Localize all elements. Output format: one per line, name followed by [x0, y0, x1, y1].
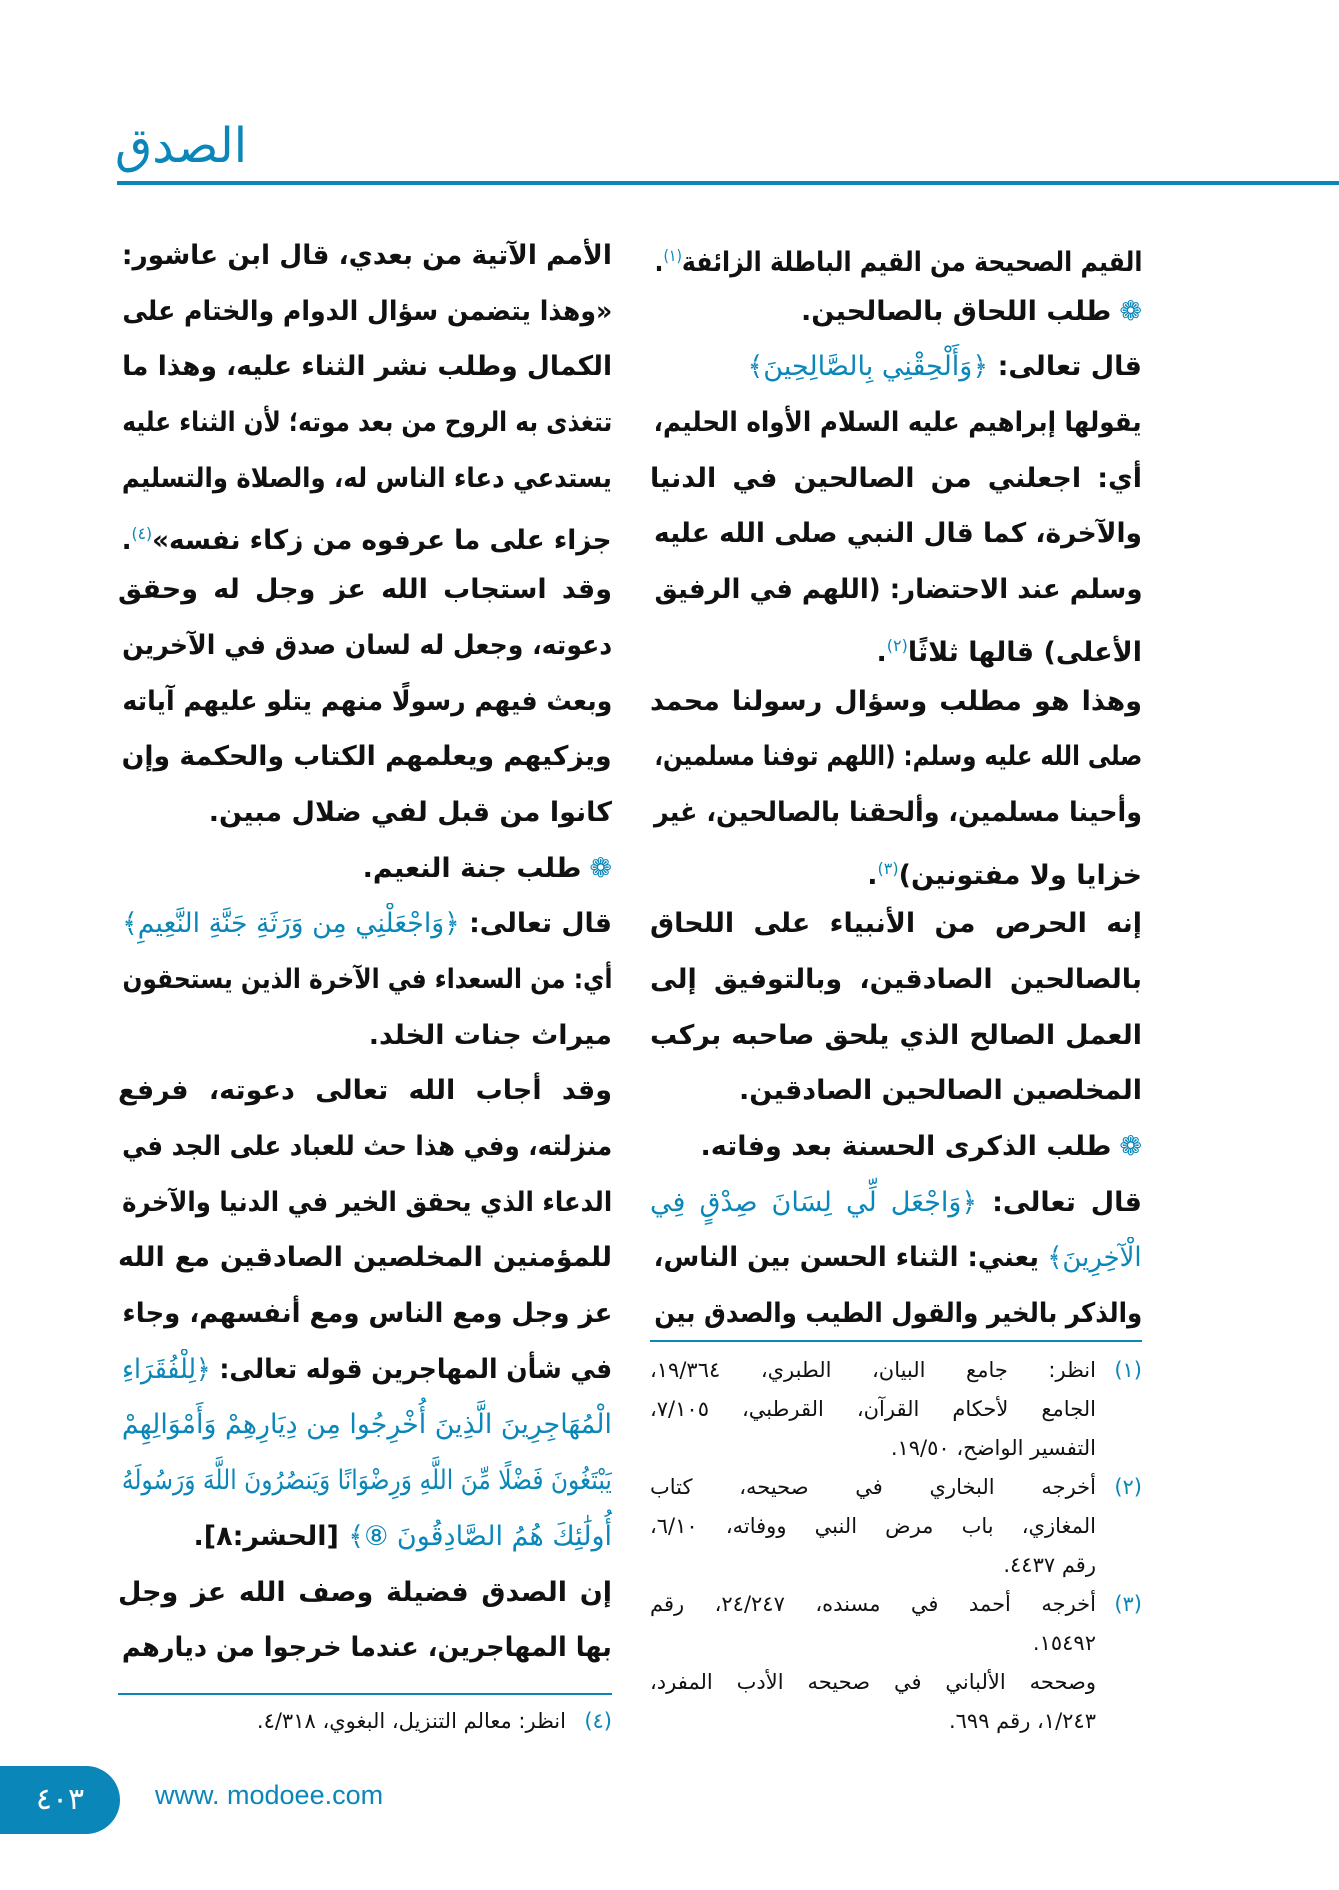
text-line: [118, 1620, 612, 1676]
text-segment: خزايا ولا مفتونين): [898, 859, 1142, 891]
text-line: [650, 674, 1142, 730]
footnote-text: المغازي، باب مرض النبي ووفاته، ٦/١٠،: [650, 1514, 1096, 1538]
footnote-divider-right: [650, 1340, 1142, 1342]
line-content: [122, 228, 612, 284]
line-content: [654, 506, 1142, 562]
right-column: [650, 228, 1142, 1342]
text-line: [650, 506, 1142, 562]
footnote-line: [650, 1702, 1142, 1741]
text-segment: للمؤمنين المخلصين الصادقين مع الله: [118, 1242, 612, 1274]
footnote-line: [650, 1546, 1142, 1585]
text-segment: والآخرة، كما قال النبي صلى الله عليه: [654, 518, 1142, 550]
text-line: [118, 618, 612, 674]
text-segment: العمل الصالح الذي يلحق صاحبه بركب: [650, 1019, 1142, 1051]
text-line: [118, 1509, 612, 1565]
text-segment: وقد استجاب الله عز وجل له وحقق: [118, 574, 612, 606]
footnote-text: ١/٢٤٣، رقم ٦٩٩.: [948, 1709, 1096, 1733]
text-segment: .: [876, 636, 887, 668]
quran-verse: ﴿لِلْفُقَرَاءِ: [122, 1353, 211, 1385]
footnote-text: انظر: معالم التنزيل، البغوي، ٤/٣١٨.: [256, 1709, 566, 1733]
footnote-number: (٢): [1114, 1475, 1142, 1499]
text-segment: الكمال وطلب نشر الثناء عليه، وهذا ما: [122, 351, 612, 383]
text-line: [118, 1230, 612, 1286]
text-segment: .: [867, 859, 878, 891]
text-segment: قال تعالى:: [459, 908, 612, 940]
line-content: [122, 1175, 612, 1231]
page-number: ٤٠٣: [0, 1766, 120, 1834]
line-content: [122, 618, 612, 674]
text-segment: أي: من السعداء في الآخرة الذين يستحقون: [122, 963, 612, 995]
line-content: [122, 1620, 612, 1676]
text-line: [650, 1286, 1142, 1342]
footnote-ref[interactable]: (٢): [886, 635, 908, 655]
text-line: [118, 1175, 612, 1231]
line-content: [122, 952, 612, 1008]
text-line: [650, 618, 1142, 674]
text-segment: وسلم عند الاحتضار: (اللهم في الرفيق: [654, 574, 1142, 606]
footnote-text: انظر: جامع البيان، الطبري، ١٩/٣٦٤،: [650, 1358, 1096, 1382]
text-segment: الأمم الآتية من بعدي، قال ابن عاشور:: [122, 240, 612, 271]
text-line: [118, 1119, 612, 1175]
footnotes-right: [650, 1351, 1142, 1741]
footnote-ref[interactable]: (١): [662, 246, 682, 265]
line-content: [654, 562, 1142, 618]
line-content: [654, 1230, 1142, 1286]
text-line: [118, 1565, 612, 1621]
footnote-line: [650, 1390, 1142, 1429]
line-content: [654, 785, 1142, 841]
footnote-text: رقم ٤٤٣٧.: [1003, 1553, 1096, 1577]
footnote-text: الجامع لأحكام القرآن، القرطبي، ٧/١٠٥،: [650, 1397, 1096, 1421]
footnote-ref[interactable]: (٣): [877, 858, 899, 878]
quran-verse: الْمُهَاجِرِينَ الَّذِينَ أُخْرِجُوا مِن دِيَارِهِمْ وَأَمْوَالِهِمْ: [122, 1409, 612, 1441]
text-line: [650, 896, 1142, 952]
text-line: [118, 896, 612, 952]
footnote-ref[interactable]: (٤): [131, 524, 153, 544]
chapter-title: الصدق: [115, 118, 248, 174]
footnote-line: [650, 1663, 1142, 1702]
text-line: [118, 451, 612, 507]
text-segment: الدعاء الذي يحقق الخير في الدنيا والآخرة: [122, 1186, 612, 1218]
text-line: [650, 395, 1142, 451]
footnote-text: أخرجه البخاري في صحيحه، كتاب: [650, 1475, 1096, 1499]
text-line: [118, 1063, 612, 1119]
text-segment: القيم الصحيحة من القيم الباطلة الزائفة: [681, 247, 1142, 278]
text-line: [118, 1453, 612, 1509]
footnote-text: التفسير الواضح، ١٩/٥٠.: [890, 1436, 1096, 1460]
line-content: [654, 395, 1142, 451]
text-segment: في شأن المهاجرين قوله تعالى:: [210, 1353, 612, 1385]
text-line: [118, 841, 612, 897]
text-line: [118, 506, 612, 562]
text-line: [118, 1397, 612, 1453]
line-content: [654, 228, 1142, 291]
text-segment: الأعلى) قالها ثلاثًا: [907, 636, 1142, 668]
text-segment: .: [654, 247, 663, 278]
line-content: [122, 674, 612, 730]
footnotes-left: [118, 1702, 612, 1741]
text-line: [118, 785, 612, 841]
footnote-line: [650, 1429, 1142, 1468]
text-segment: يقولها إبراهيم عليه السلام الأواه الحليم،: [654, 407, 1142, 439]
line-content: [122, 1342, 612, 1398]
text-segment: .: [122, 525, 132, 557]
footnote-line: [650, 1585, 1142, 1624]
text-line: [118, 1286, 612, 1342]
flower-bullet-icon: ❁: [589, 852, 612, 884]
text-segment: كانوا من قبل لفي ضلال مبين.: [208, 796, 612, 828]
footnote-text: ١٥٤٩٢.: [1032, 1631, 1096, 1655]
quran-verse: ﴿وَأَلْحِقْنِي بِالصَّالِحِينَ﴾: [747, 351, 989, 383]
header-divider: [117, 181, 1339, 185]
line-content: [122, 395, 612, 451]
text-line: [650, 1063, 1142, 1119]
text-segment: ويزكيهم ويعلمهم الكتاب والحكمة وإن: [122, 741, 612, 773]
text-line: [118, 562, 612, 618]
text-line: [650, 1008, 1142, 1064]
text-segment: وهذا هو مطلب وسؤال رسولنا محمد: [650, 685, 1142, 717]
text-segment: وأحينا مسلمين، وألحقنا بالصالحين، غير: [654, 796, 1142, 828]
text-line: [118, 1008, 612, 1064]
text-segment: عز وجل ومع الناس ومع أنفسهم، وجاء: [122, 1298, 612, 1330]
text-segment: إن الصدق فضيلة وصف الله عز وجل: [118, 1576, 612, 1608]
text-line: [650, 785, 1142, 841]
text-segment: يعني: الثناء الحسن بين الناس،: [654, 1242, 1040, 1274]
text-line: [650, 339, 1142, 395]
footnote-number: (٣): [1114, 1592, 1142, 1616]
text-segment: قال تعالى:: [988, 351, 1142, 383]
line-content: [122, 729, 612, 785]
quran-verse: أُولَٰئِكَ هُمُ الصَّادِقُونَ ⑧﴾: [348, 1520, 612, 1552]
text-segment: وبعث فيهم رسولًا منهم يتلو عليهم آياته: [122, 685, 612, 717]
line-content: [122, 1453, 612, 1509]
website-link[interactable]: www. modoee.com: [155, 1780, 384, 1810]
text-line: [650, 562, 1142, 618]
text-segment: «وهذا يتضمن سؤال الدوام والختام على: [122, 295, 612, 327]
flower-bullet-icon: ❁: [1119, 1131, 1142, 1162]
line-content: [122, 1119, 612, 1175]
footnote-line: [650, 1351, 1142, 1390]
footnote-number: (٤): [584, 1709, 612, 1733]
quran-verse: يَبْتَغُونَ فَضْلًا مِّنَ اللَّهِ وَرِضْوَانًا وَيَنصُرُونَ اللَّهَ وَرَسُولَهُ: [122, 1465, 612, 1497]
text-line: [118, 395, 612, 451]
text-line: [650, 451, 1142, 507]
footnote-text: أخرجه أحمد في مسنده، ٢٤/٢٤٧، رقم: [650, 1592, 1096, 1616]
text-segment: صلى الله عليه وسلم: (اللهم توفنا مسلمين،: [654, 741, 1142, 773]
text-segment: دعوته، وجعل له لسان صدق في الآخرين: [122, 629, 612, 661]
text-line: [118, 952, 612, 1008]
text-line: [650, 729, 1142, 785]
text-segment: بها المهاجرين، عندما خرجوا من ديارهم: [122, 1632, 612, 1664]
text-line: [118, 284, 612, 340]
text-segment: وقد أجاب الله تعالى دعوته، فرفع: [118, 1075, 612, 1107]
text-segment: منزلته، وفي هذا حث للعباد على الجد في: [122, 1131, 612, 1162]
section-heading: طلب اللحاق بالصالحين.: [801, 295, 1112, 327]
left-column: [118, 228, 612, 1676]
text-line: [118, 1342, 612, 1398]
line-content: [122, 339, 612, 395]
quran-verse: ﴿وَاجْعَلْنِي مِن وَرَثَةِ جَنَّةِ النَّعِيمِ﴾: [122, 908, 460, 940]
text-line: [650, 228, 1142, 284]
footnote-line: [650, 1624, 1142, 1663]
text-line: [650, 284, 1142, 340]
text-line: [650, 1175, 1142, 1231]
quran-verse: الْآخِرِينَ﴾: [1039, 1242, 1142, 1274]
text-line: [650, 952, 1142, 1008]
text-segment: المخلصين الصالحين الصادقين.: [739, 1075, 1142, 1107]
text-segment: ميراث جنات الخلد.: [368, 1019, 612, 1051]
text-segment: إنه الحرص من الأنبياء على اللحاق: [650, 908, 1142, 940]
line-content: [122, 284, 612, 340]
text-line: [650, 1119, 1142, 1175]
footnote-line: [118, 1702, 612, 1741]
text-segment: [الحشر:٨].: [193, 1520, 349, 1552]
footnote-divider-left: [118, 1693, 612, 1695]
text-segment: يستدعي دعاء الناس له، والصلاة والتسليم: [122, 462, 612, 494]
quran-verse: ﴿وَاجْعَل لِّي لِسَانَ صِدْقٍ فِي: [650, 1186, 978, 1218]
text-line: [118, 339, 612, 395]
section-heading: طلب الذكرى الحسنة بعد وفاته.: [700, 1131, 1112, 1162]
line-content: [122, 451, 612, 507]
text-line: [650, 1230, 1142, 1286]
text-segment: أي: اجعلني من الصالحين في الدنيا: [650, 462, 1142, 494]
text-line: [118, 729, 612, 785]
footnote-number: (١): [1114, 1358, 1142, 1382]
footnote-line: [650, 1468, 1142, 1507]
text-segment: والذكر بالخير والقول الطيب والصدق بين: [654, 1298, 1142, 1330]
text-line: [118, 228, 612, 284]
line-content: [654, 729, 1142, 785]
line-content: [122, 896, 612, 952]
line-content: [122, 1286, 612, 1342]
footnote-text: وصححه الألباني في صحيحه الأدب المفرد،: [650, 1670, 1096, 1694]
line-content: [122, 506, 612, 569]
line-content: [122, 1397, 612, 1453]
text-segment: تتغذى به الروح من بعد موته؛ لأن الثناء عليه: [122, 407, 612, 439]
section-heading: طلب جنة النعيم.: [362, 852, 582, 884]
footnote-line: [650, 1507, 1142, 1546]
text-line: [118, 674, 612, 730]
flower-bullet-icon: ❁: [1119, 295, 1142, 327]
text-segment: جزاء على ما عرفوه من زكاء نفسه»: [152, 525, 612, 557]
text-segment: بالصالحين الصادقين، وبالتوفيق إلى: [650, 963, 1142, 995]
text-line: [650, 841, 1142, 897]
line-content: [654, 1286, 1142, 1342]
text-segment: قال تعالى:: [977, 1186, 1142, 1218]
